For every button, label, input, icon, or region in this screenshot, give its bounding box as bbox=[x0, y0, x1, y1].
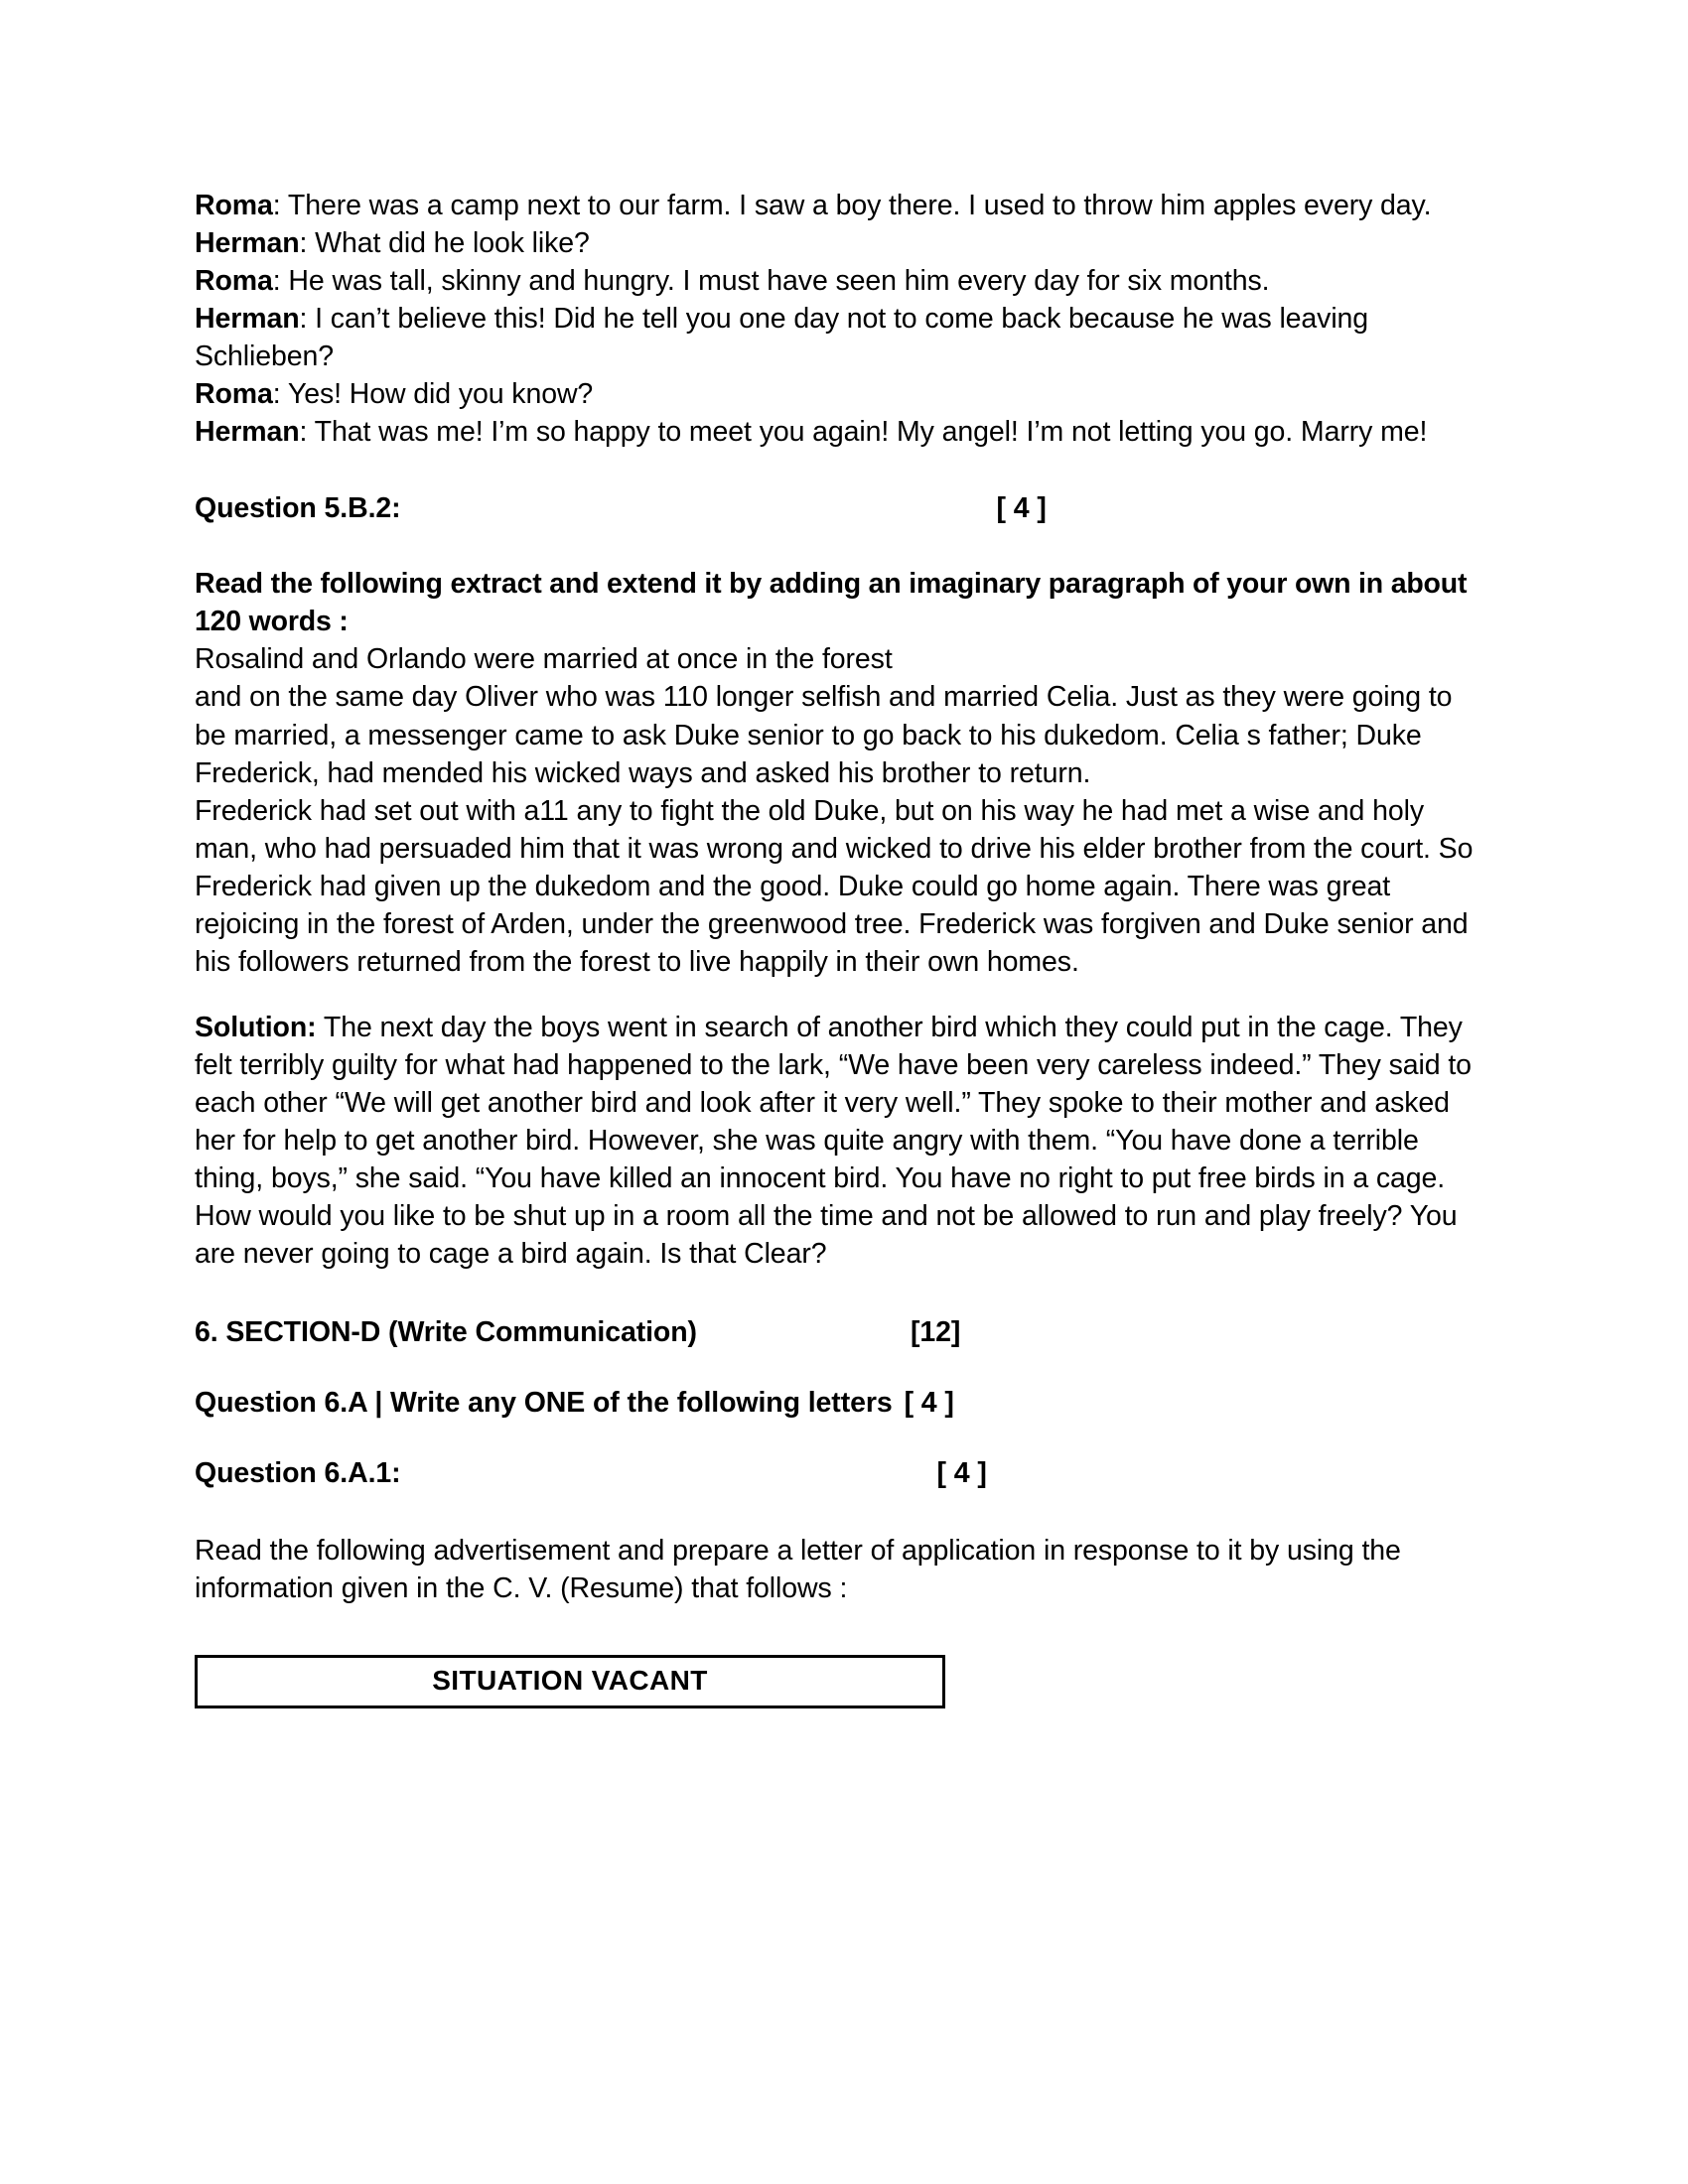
page-content bbox=[195, 187, 1485, 1708]
dialogue-line bbox=[195, 224, 1485, 262]
dialogue-text: : There was a camp next to our farm. I saw a boy there. I used to throw him apples every day. bbox=[272, 190, 1432, 221]
dialogue-text: : He was tall, skinny and hungry. I must have seen him every day for six months. bbox=[272, 265, 1270, 298]
dialogue-speaker: Roma bbox=[195, 265, 273, 298]
situation-vacant-box bbox=[195, 1655, 945, 1708]
situation-vacant-title: SITUATION VACANT bbox=[432, 1665, 708, 1697]
dialogue-line bbox=[195, 300, 1485, 375]
extract-line: and on the same day Oliver who was 110 longer selfish and married Celia. Just as they were going to be married, a messenger came to ask Duke senior to go back to his dukedom. Celia s father; Duke Frederick, had mended his wicked ways and asked his brother to return. bbox=[195, 681, 1453, 789]
dialogue-speaker: Roma bbox=[195, 190, 273, 221]
question-6a-heading bbox=[195, 1387, 1485, 1420]
extract-line: Rosalind and Orlando were married at once in the forest bbox=[195, 643, 893, 676]
question-5b2-heading bbox=[195, 492, 1485, 525]
dialogue-block bbox=[195, 187, 1485, 451]
dialogue-speaker: Roma bbox=[195, 378, 273, 411]
advt-instruction-text: Read the following advertisement and prepare a letter of application in response to it by using the information given in the C. V. (Resume) that follows : bbox=[195, 1535, 1401, 1605]
dialogue-line bbox=[195, 262, 1485, 300]
dialogue-text: : What did he look like? bbox=[299, 227, 590, 260]
question-5b2-marks: [ 4 ] bbox=[996, 492, 1047, 525]
question-5b2-instruction: Read the following extract and extend it by adding an imaginary paragraph of your own in about 120 words : bbox=[195, 568, 1468, 638]
question-5b2-label: Question 5.B.2: bbox=[195, 492, 401, 525]
dialogue-line bbox=[195, 375, 1485, 413]
question-6a-marks: [ 4 ] bbox=[904, 1387, 954, 1420]
dialogue-speaker: Herman bbox=[195, 416, 300, 449]
question-6a1-heading bbox=[195, 1457, 1485, 1490]
question-5b2-extract bbox=[195, 640, 1485, 980]
dialogue-text: : That was me! I’m so happy to meet you again! My angel! I’m not letting you go. Marry me! bbox=[299, 416, 1428, 449]
question-6a-label: Question 6.A | Write any ONE of the following letters bbox=[195, 1387, 893, 1420]
extract-line: Frederick had set out with a11 any to fight the old Duke, but on his way he had met a wise and holy man, who had persuaded him that it was wrong and wicked to drive his elder brother from the court. So Frederick had given up the dukedom and the good. Duke could go home again. There was great rejoicing in the forest of Arden, under the greenwood tree. Frederick was forgiven and Duke senior and his followers returned from the forest to live happily in their own homes. bbox=[195, 794, 1474, 978]
question-6a1-instruction bbox=[195, 1532, 1485, 1607]
question-6a1-marks: [ 4 ] bbox=[936, 1457, 987, 1490]
dialogue-line bbox=[195, 187, 1485, 224]
section-d-label: 6. SECTION-D (Write Communication) bbox=[195, 1316, 697, 1349]
question-6a1-label: Question 6.A.1: bbox=[195, 1457, 401, 1490]
solution-line bbox=[195, 1009, 1485, 1273]
dialogue-text: : Yes! How did you know? bbox=[272, 378, 594, 411]
solution-paragraph bbox=[195, 1009, 1485, 1273]
solution-label: Solution: bbox=[195, 1011, 317, 1043]
dialogue-line bbox=[195, 413, 1485, 451]
dialogue-speaker: Herman bbox=[195, 303, 300, 336]
solution-text: The next day the boys went in search of another bird which they could put in the cage. They felt terribly guilty for what had happened to the lark, “We have been very careless indeed.” They said to each other “We will get another bird and look after it very well.” They spoke to their mother and asked her for help to get another bird. However, she was quite angry with them. “You have done a terrible thing, boys,” she said. “You have killed an innocent bird. You have no right to put free birds in a cage. How would you like to be shut up in a room all the time and not be allowed to run and play freely? You are never going to cage a bird again. Is that Clear? bbox=[195, 1011, 1472, 1271]
dialogue-speaker: Herman bbox=[195, 227, 300, 260]
section-d-marks: [12] bbox=[910, 1316, 961, 1349]
section-d-heading bbox=[195, 1316, 1485, 1349]
dialogue-text: : I can’t believe this! Did he tell you one day not to come back because he was leaving Schlieben? bbox=[195, 303, 1369, 373]
